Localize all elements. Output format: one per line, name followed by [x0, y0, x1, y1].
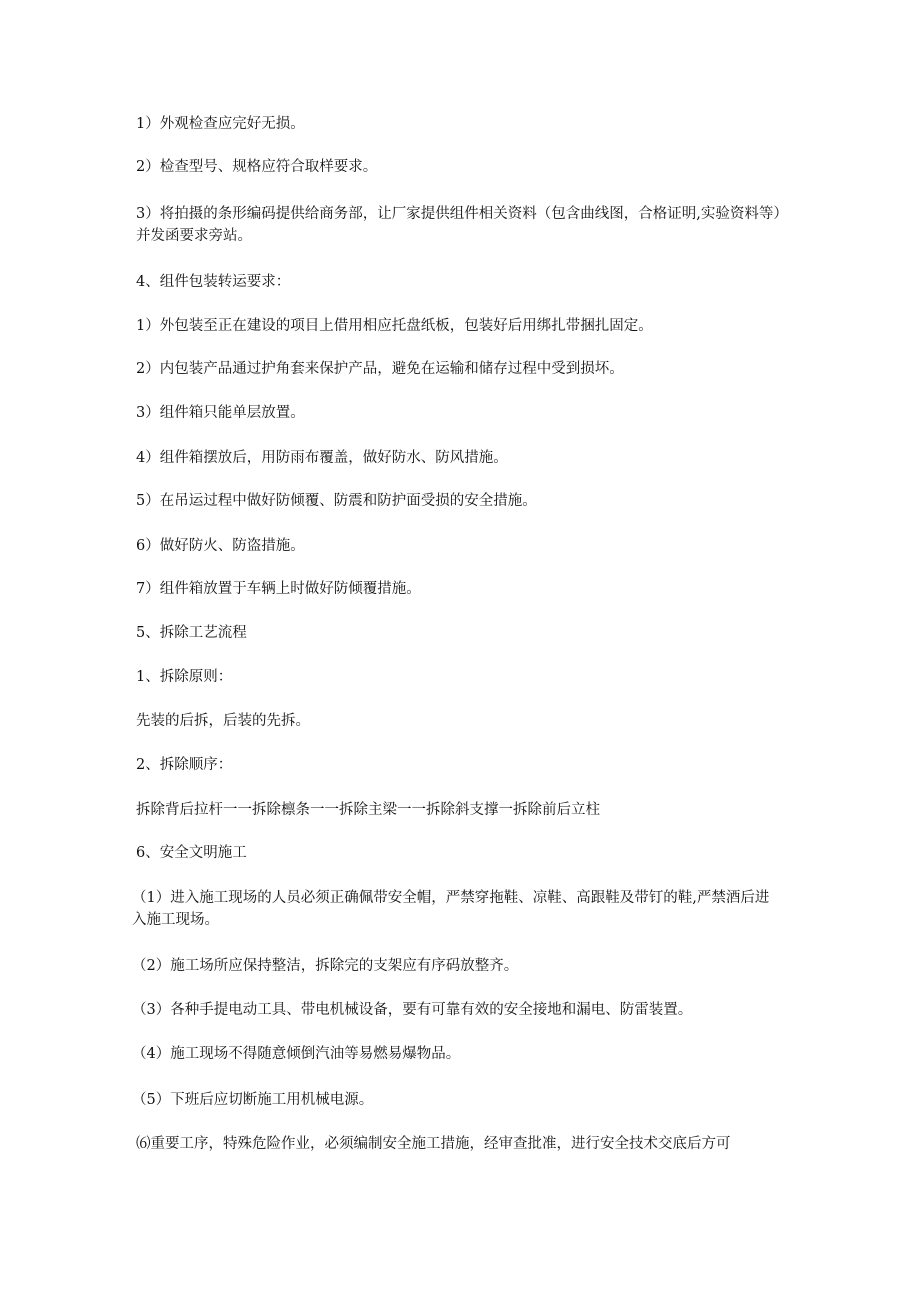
paragraph-outer-packaging: 1）外包装至正在建设的项目上借用相应托盘纸板，包装好后用绑扎带捆扎固定。: [136, 318, 653, 334]
paragraph-grounding: （3）各种手提电动工具、带电机械设备，要有可靠有效的安全接地和漏电、防雷装置。: [132, 1002, 693, 1018]
heading-removal-order: 2、拆除顺序：: [136, 757, 233, 773]
paragraph-lifting-safety: 5）在吊运过程中做好防倾覆、防震和防护面受损的安全措施。: [136, 493, 537, 509]
heading-safe-construction: 6、安全文明施工: [136, 845, 247, 861]
paragraph-removal-order: 拆除背后拉杆一一拆除檩条一一拆除主梁一一拆除斜支撑一拆除前后立柱: [136, 802, 600, 818]
paragraph-inner-packaging: 2）内包装产品通过护角套来保护产品，避免在运输和储存过程中受到损坏。: [136, 361, 624, 377]
paragraph-single-layer: 3）组件箱只能单层放置。: [136, 405, 305, 421]
paragraph-safety-helmet: （1）进入施工现场的人员必须正确佩带安全帽，严禁穿拖鞋、凉鞋、高跟鞋及带钉的鞋,严禁酒后进入施工现场。: [132, 890, 770, 928]
paragraph-vehicle-tipping: 7）组件箱放置于车辆上时做好防倾覆措施。: [136, 581, 421, 597]
paragraph-removal-principle: 先装的后拆，后装的先拆。: [136, 713, 310, 729]
paragraph-power-off: （5）下班后应切断施工用机械电源。: [132, 1092, 374, 1108]
paragraph-flammables: （4）施工现场不得随意倾倒汽油等易燃易爆物品。: [132, 1046, 461, 1062]
paragraph-inspect-appearance: 1）外观检查应完好无损。: [136, 116, 305, 132]
heading-removal-process: 5、拆除工艺流程: [136, 625, 247, 641]
paragraph-fire-theft: 6）做好防火、防盗措施。: [136, 538, 305, 554]
paragraph-rain-cover: 4）组件箱摆放后，用防雨布覆盖，做好防水、防风措施。: [136, 450, 508, 466]
paragraph-site-tidy: （2）施工场所应保持整洁，拆除完的支架应有序码放整齐。: [132, 958, 519, 974]
heading-removal-principle: 1、拆除原则：: [136, 669, 233, 685]
heading-packaging-transport: 4、组件包装转运要求：: [136, 274, 291, 290]
paragraph-critical-process: ⑹重要工序，特殊危险作业，必须编制安全施工措施，经审查批准，进行安全技术交底后方可: [136, 1136, 731, 1152]
paragraph-inspect-model: 2）检查型号、规格应符合取样要求。: [136, 159, 378, 175]
paragraph-barcode-docs: 3）将拍摄的条形编码提供给商务部，让厂家提供组件相关资料（包含曲线图，合格证明,实验资料等）并发函要求旁站。: [136, 206, 781, 244]
